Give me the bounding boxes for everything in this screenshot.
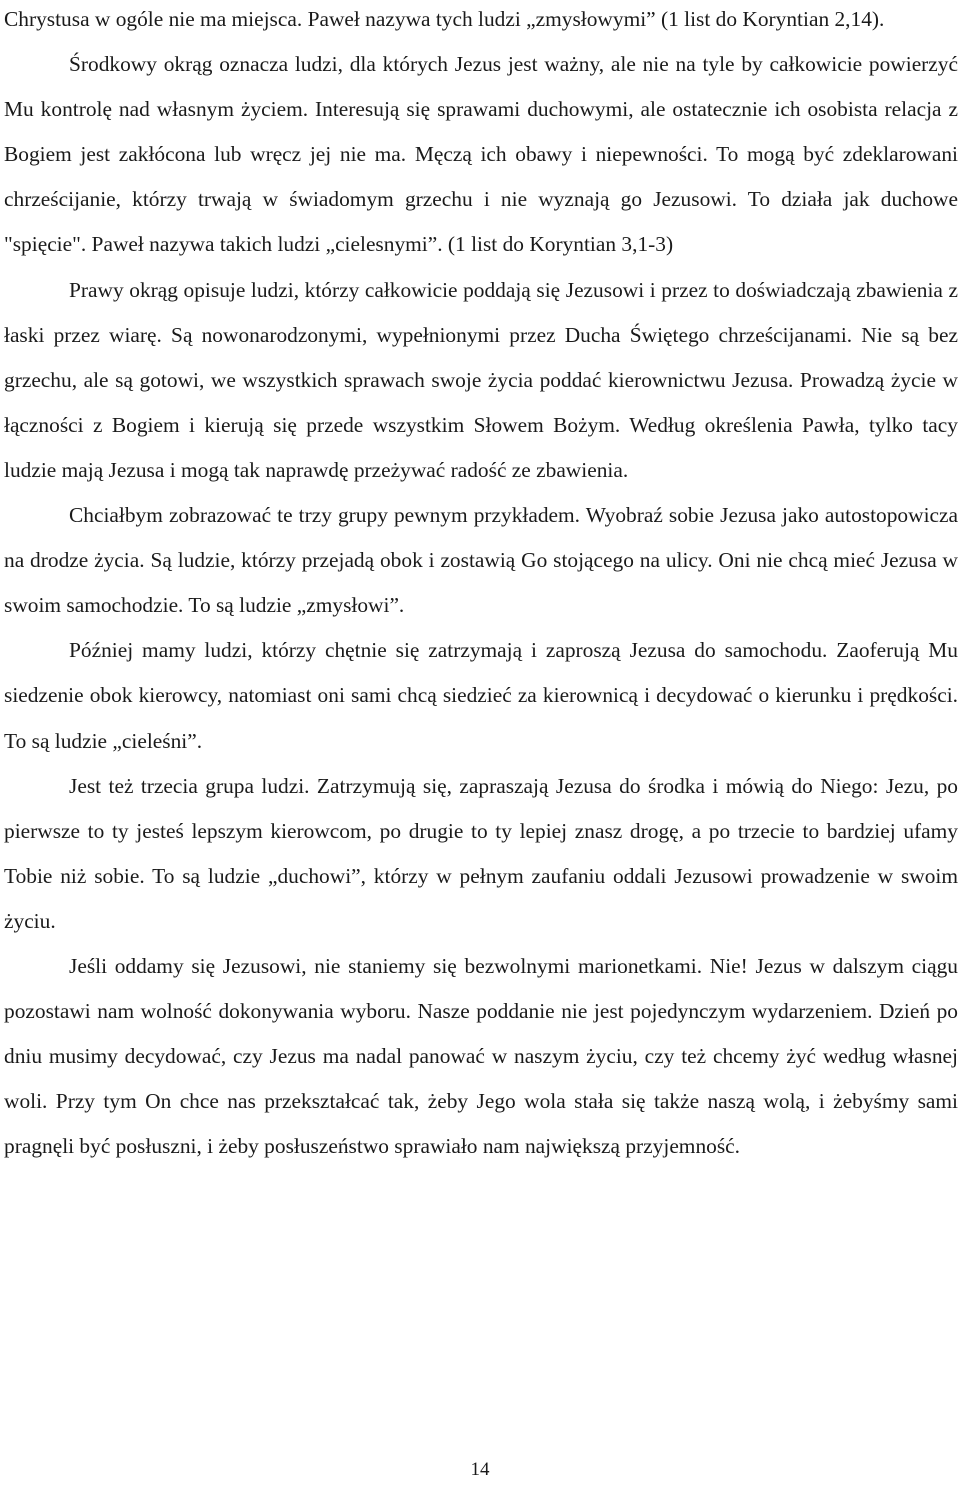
paragraph: Jeśli oddamy się Jezusowi, nie staniemy się bezwolnymi marionetkami. Nie! Jezus w dalszym ciągu pozostawi nam wolność dokonywania wyboru. Nasze poddanie nie jest pojedynczym wydarzeniem. Dzień po dniu musimy decydować, czy Jezus ma nadal panować w naszym życiu, czy też chcemy żyć według własnej woli. Przy tym On chce nas przekształcać tak, żeby Jego wola stała się także naszą wolą, i żebyśmy sami pragnęli być posłuszni, i żeby posłuszeństwo sprawiało nam największą przyjemność.	[4, 953, 958, 1159]
paragraph: Chrystusa w ogóle nie ma miejsca. Paweł nazywa tych ludzi „zmysłowymi” (1 list do Koryntian 2,14).	[4, 7, 885, 31]
paragraph: Później mamy ludzi, którzy chętnie się zatrzymają i zaproszą Jezusa do samochodu. Zaoferują Mu siedzenie obok kierowcy, natomiast oni sami chcą siedzieć za kierownicą i decydować o kierunku i prędkości. To są ludzie „cieleśni”.	[4, 638, 958, 753]
paragraph: Chciałbym zobrazować te trzy grupy pewnym przykładem. Wyobraź sobie Jezusa jako autostopowicza na drodze życia. Są ludzie, którzy przejadą obok i zostawią Go stojącego na ulicy. Oni nie chcą mieć Jezusa w swoim samochodzie. To są ludzie „zmysłowi”.	[4, 503, 958, 618]
paragraph: Środkowy okrąg oznacza ludzi, dla których Jezus jest ważny, ale nie na tyle by całkowicie powierzyć Mu kontrolę nad własnym życiem. Interesują się sprawami duchowymi, ale ostatecznie ich osobista relacja z Bogiem jest zakłócona lub wręcz jej nie ma. Męczą ich obawy i niepewności. To mogą być zdeklarowani chrześcijanie, którzy trwają w świadomym grzechu i nie wyznają go Jezusowi. To działa jak duchowe "spięcie". Paweł nazywa takich ludzi „cielesnymi”. (1 list do Koryntian 3,1-3)	[4, 52, 958, 257]
document-page	[4, 0, 958, 1169]
paragraph: Jest też trzecia grupa ludzi. Zatrzymują się, zapraszają Jezusa do środka i mówią do Niego: Jezu, po pierwsze to ty jesteś lepszym kierowcom, po drugie to ty lepiej znasz drogę, a po trzecie to bardziej ufamy Tobie niż sobie. To są ludzie „duchowi”, którzy w pełnym zaufaniu oddali Jezusowi prowadzenie w swoim życiu.	[4, 773, 958, 933]
page-number: 14	[470, 1459, 490, 1480]
paragraph: Prawy okrąg opisuje ludzi, którzy całkowicie poddają się Jezusowi i przez to doświadczają zbawienia z łaski przez wiarę. Są nowonarodzonymi, wypełnionymi przez Ducha Świętego chrześcijanami. Nie są bez grzechu, ale są gotowi, we wszystkich sprawach swoje życia poddać kierownictwu Jezusa. Prowadzą życie w łączności z Bogiem i kierują się przede wszystkim Słowem Bożym. Według określenia Pawła, tylko tacy ludzie mają Jezusa i mogą tak naprawdę przeżywać radość ze zbawienia.	[4, 277, 958, 482]
